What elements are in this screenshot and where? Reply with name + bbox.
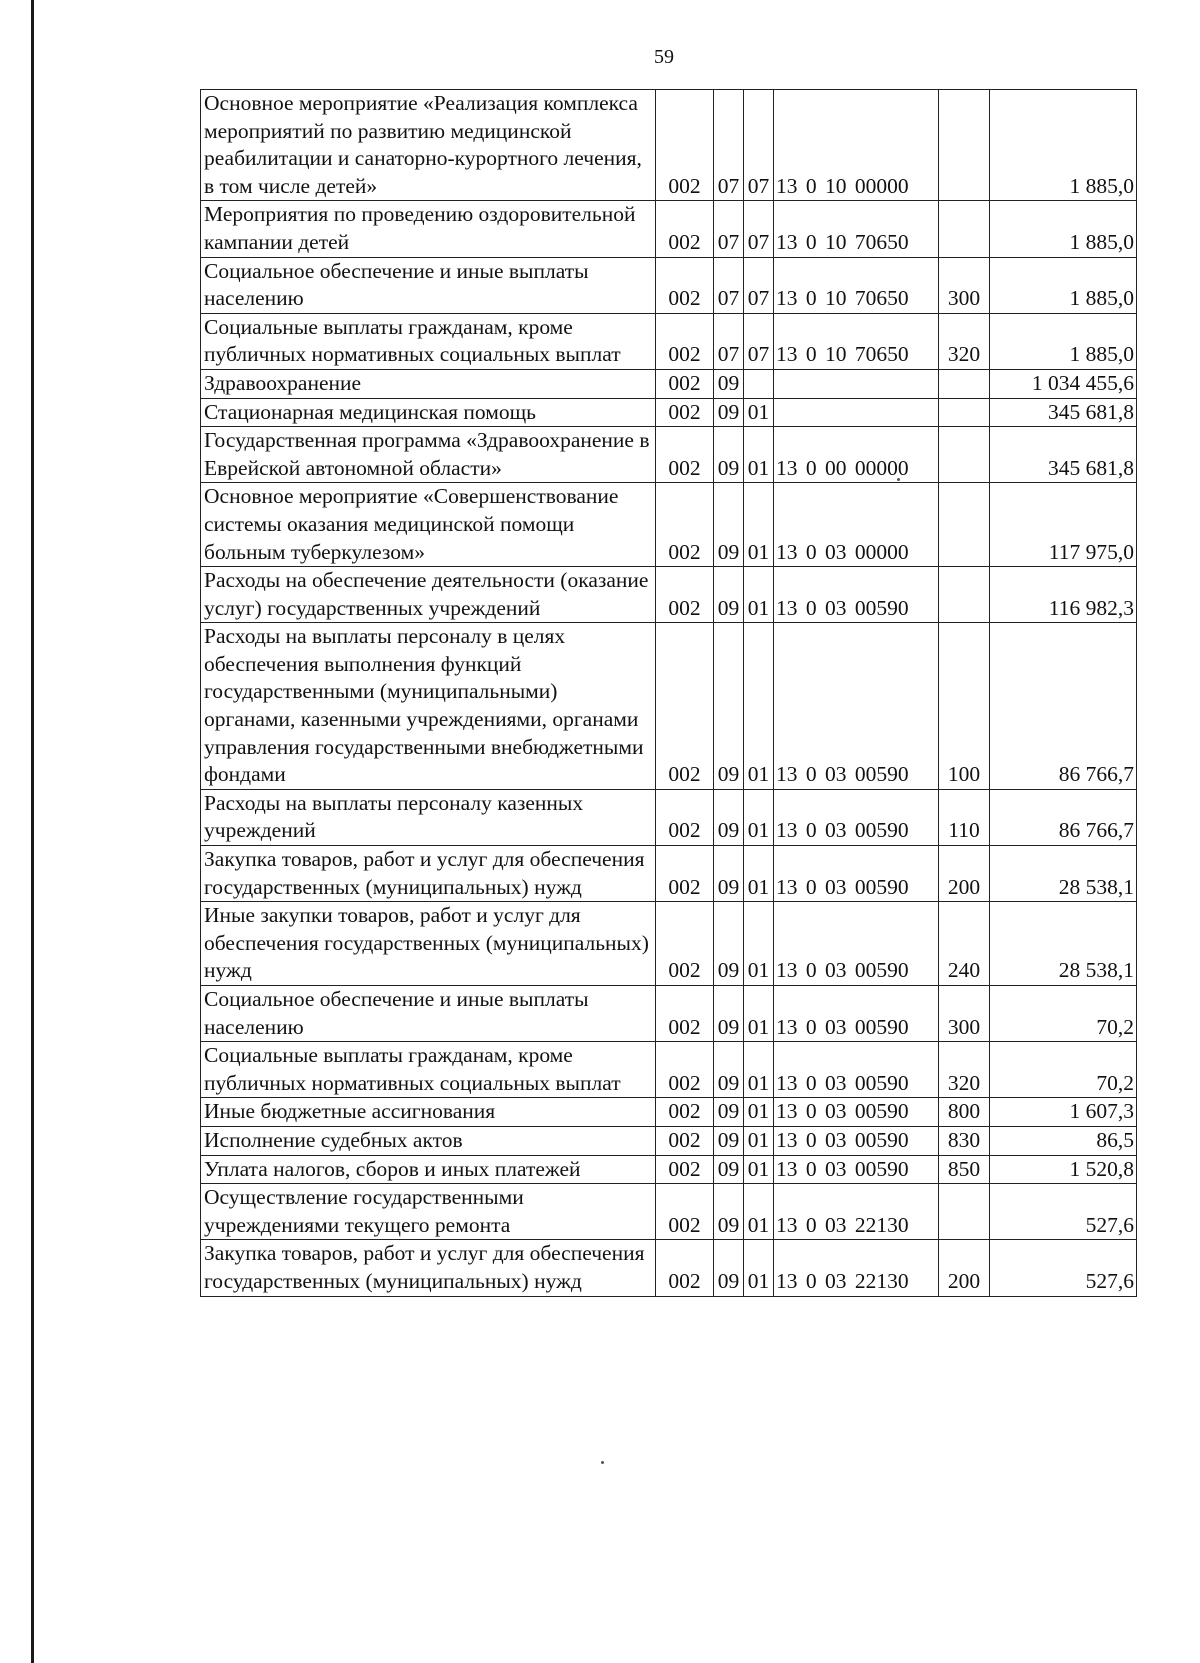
cell-gr: 002 [656, 1155, 714, 1184]
cell-rz: 09 [714, 902, 744, 986]
cell-pr: 01 [744, 483, 774, 567]
cell-csr: 13 0 03 00590 [774, 846, 939, 902]
cell-pr: 07 [744, 201, 774, 257]
cell-rz: 09 [714, 1098, 744, 1127]
table-row [201, 483, 1137, 567]
table-row [201, 257, 1137, 313]
row-name: Расходы на обеспечение деятельности (оказание услуг) государственных учреждений [201, 567, 656, 623]
cell-gr: 002 [656, 623, 714, 790]
cell-amount: 86 766,7 [990, 789, 1137, 845]
cell-rz: 09 [714, 846, 744, 902]
row-name: Закупка товаров, работ и услуг для обеспечения государственных (муниципальных) нужд [201, 1240, 656, 1296]
cell-vr: 800 [939, 1098, 990, 1127]
table-row [201, 623, 1137, 790]
row-name: Закупка товаров, работ и услуг для обеспечения государственных (муниципальных) нужд [201, 846, 656, 902]
cell-csr: 13 0 03 00590 [774, 1126, 939, 1155]
cell-csr: 13 0 03 00590 [774, 902, 939, 986]
cell-amount: 86 766,7 [990, 623, 1137, 790]
cell-gr: 002 [656, 398, 714, 427]
cell-pr: 07 [744, 257, 774, 313]
cell-pr: 07 [744, 90, 774, 201]
table-row [201, 567, 1137, 623]
cell-rz: 09 [714, 1240, 744, 1296]
cell-csr: 13 0 03 00000 [774, 483, 939, 567]
table-row [201, 1126, 1137, 1155]
cell-csr [774, 369, 939, 398]
row-name: Иные закупки товаров, работ и услуг для обеспечения государственных (муниципальных) нужд [201, 902, 656, 986]
cell-pr: 01 [744, 846, 774, 902]
cell-amount: 117 975,0 [990, 483, 1137, 567]
cell-rz: 07 [714, 313, 744, 369]
cell-gr: 002 [656, 846, 714, 902]
table-row [201, 789, 1137, 845]
cell-gr: 002 [656, 201, 714, 257]
cell-pr: 01 [744, 1240, 774, 1296]
row-name: Социальное обеспечение и иные выплаты населению [201, 257, 656, 313]
cell-vr: 200 [939, 1240, 990, 1296]
cell-vr: 830 [939, 1126, 990, 1155]
table-row [201, 398, 1137, 427]
cell-gr: 002 [656, 427, 714, 483]
row-name: Социальные выплаты гражданам, кроме публичных нормативных социальных выплат [201, 1042, 656, 1098]
cell-vr: 320 [939, 313, 990, 369]
row-name: Исполнение судебных актов [201, 1126, 656, 1155]
cell-pr: 01 [744, 902, 774, 986]
cell-gr: 002 [656, 902, 714, 986]
row-name: Стационарная медицинская помощь [201, 398, 656, 427]
cell-csr: 13 0 03 22130 [774, 1240, 939, 1296]
cell-amount: 70,2 [990, 986, 1137, 1042]
cell-rz: 07 [714, 257, 744, 313]
cell-vr [939, 201, 990, 257]
cell-csr: 13 0 10 00000 [774, 90, 939, 201]
cell-amount: 1 885,0 [990, 90, 1137, 201]
cell-pr: 01 [744, 1098, 774, 1127]
cell-vr: 100 [939, 623, 990, 790]
cell-rz: 07 [714, 90, 744, 201]
table-row [201, 846, 1137, 902]
cell-pr: 01 [744, 1042, 774, 1098]
cell-vr [939, 567, 990, 623]
row-name: Основное мероприятие «Реализация комплекса мероприятий по развитию медицинской реабилитации и санаторно-курортного лечения, в том числе детей» [201, 90, 656, 201]
cell-vr: 200 [939, 846, 990, 902]
row-name: Уплата налогов, сборов и иных платежей [201, 1155, 656, 1184]
row-name: Мероприятия по проведению оздоровительной кампании детей [201, 201, 656, 257]
cell-csr: 13 0 03 00590 [774, 789, 939, 845]
table-row [201, 1240, 1137, 1296]
cell-csr: 13 0 03 00590 [774, 1155, 939, 1184]
table-row [201, 902, 1137, 986]
cell-vr: 300 [939, 986, 990, 1042]
table-row [201, 427, 1137, 483]
cell-amount: 345 681,8 [990, 398, 1137, 427]
cell-rz: 09 [714, 789, 744, 845]
row-name: Расходы на выплаты персоналу казенных учреждений [201, 789, 656, 845]
cell-amount: 527,6 [990, 1184, 1137, 1240]
cell-amount: 1 885,0 [990, 313, 1137, 369]
cell-gr: 002 [656, 369, 714, 398]
cell-gr: 002 [656, 789, 714, 845]
cell-gr: 002 [656, 483, 714, 567]
cell-vr: 300 [939, 257, 990, 313]
cell-rz: 09 [714, 427, 744, 483]
cell-vr: 850 [939, 1155, 990, 1184]
cell-csr: 13 0 03 22130 [774, 1184, 939, 1240]
cell-amount: 1 520,8 [990, 1155, 1137, 1184]
scan-edge-line [31, 0, 34, 1663]
cell-vr [939, 427, 990, 483]
table-row [201, 1098, 1137, 1127]
cell-vr [939, 483, 990, 567]
cell-amount: 527,6 [990, 1240, 1137, 1296]
cell-pr: 01 [744, 398, 774, 427]
cell-csr: 13 0 10 70650 [774, 257, 939, 313]
row-name: Социальное обеспечение и иные выплаты населению [201, 986, 656, 1042]
cell-gr: 002 [656, 313, 714, 369]
cell-gr: 002 [656, 1126, 714, 1155]
cell-rz: 09 [714, 623, 744, 790]
cell-amount: 70,2 [990, 1042, 1137, 1098]
cell-gr: 002 [656, 1098, 714, 1127]
cell-csr: 13 0 03 00590 [774, 567, 939, 623]
cell-csr: 13 0 00 00000 [774, 427, 939, 483]
row-name: Основное мероприятие «Совершенствование системы оказания медицинской помощи больным туберкулезом» [201, 483, 656, 567]
cell-pr: 01 [744, 789, 774, 845]
cell-vr: 320 [939, 1042, 990, 1098]
row-name: Расходы на выплаты персоналу в целях обеспечения выполнения функций государственными (муниципальными) органами, казенными учреждениями, органами управления государственными внебюджетными фондами [201, 623, 656, 790]
cell-gr: 002 [656, 1184, 714, 1240]
cell-amount: 28 538,1 [990, 902, 1137, 986]
cell-csr: 13 0 10 70650 [774, 313, 939, 369]
cell-csr [774, 398, 939, 427]
cell-gr: 002 [656, 257, 714, 313]
cell-pr: 07 [744, 313, 774, 369]
cell-pr: 01 [744, 427, 774, 483]
cell-pr: 01 [744, 567, 774, 623]
row-name: Государственная программа «Здравоохранение в Еврейской автономной области» [201, 427, 656, 483]
cell-vr [939, 398, 990, 427]
cell-rz: 09 [714, 369, 744, 398]
row-name: Иные бюджетные ассигнования [201, 1098, 656, 1127]
cell-pr: 01 [744, 623, 774, 790]
cell-rz: 09 [714, 398, 744, 427]
table-row [201, 201, 1137, 257]
cell-csr: 13 0 03 00590 [774, 623, 939, 790]
cell-rz: 09 [714, 1155, 744, 1184]
cell-vr [939, 1184, 990, 1240]
cell-gr: 002 [656, 986, 714, 1042]
cell-amount: 116 982,3 [990, 567, 1137, 623]
cell-csr: 13 0 03 00590 [774, 986, 939, 1042]
scan-speck [601, 1461, 604, 1464]
cell-csr: 13 0 03 00590 [774, 1098, 939, 1127]
cell-amount: 345 681,8 [990, 427, 1137, 483]
cell-amount: 1 885,0 [990, 257, 1137, 313]
cell-vr: 240 [939, 902, 990, 986]
cell-pr: 01 [744, 1126, 774, 1155]
cell-gr: 002 [656, 1042, 714, 1098]
page-number: 59 [654, 46, 674, 68]
cell-gr: 002 [656, 90, 714, 201]
cell-amount: 1 885,0 [990, 201, 1137, 257]
cell-rz: 09 [714, 986, 744, 1042]
row-name: Осуществление государственными учреждениями текущего ремонта [201, 1184, 656, 1240]
cell-pr: 01 [744, 1155, 774, 1184]
cell-rz: 07 [714, 201, 744, 257]
cell-csr: 13 0 10 70650 [774, 201, 939, 257]
cell-pr [744, 369, 774, 398]
cell-rz: 09 [714, 1042, 744, 1098]
table-row [201, 1155, 1137, 1184]
cell-rz: 09 [714, 483, 744, 567]
cell-amount: 86,5 [990, 1126, 1137, 1155]
table-row [201, 313, 1137, 369]
cell-rz: 09 [714, 1126, 744, 1155]
row-name: Здравоохранение [201, 369, 656, 398]
table-row [201, 986, 1137, 1042]
cell-vr: 110 [939, 789, 990, 845]
row-name: Социальные выплаты гражданам, кроме публичных нормативных социальных выплат [201, 313, 656, 369]
cell-gr: 002 [656, 1240, 714, 1296]
cell-rz: 09 [714, 567, 744, 623]
cell-gr: 002 [656, 567, 714, 623]
cell-amount: 1 607,3 [990, 1098, 1137, 1127]
cell-pr: 01 [744, 986, 774, 1042]
cell-rz: 09 [714, 1184, 744, 1240]
cell-amount: 28 538,1 [990, 846, 1137, 902]
table-row [201, 90, 1137, 201]
cell-amount: 1 034 455,6 [990, 369, 1137, 398]
cell-vr [939, 369, 990, 398]
table-row [201, 1042, 1137, 1098]
table-body [201, 90, 1137, 1297]
cell-pr: 01 [744, 1184, 774, 1240]
cell-csr: 13 0 03 00590 [774, 1042, 939, 1098]
cell-vr [939, 90, 990, 201]
table-row [201, 1184, 1137, 1240]
budget-table [200, 89, 1137, 1297]
table-row [201, 369, 1137, 398]
